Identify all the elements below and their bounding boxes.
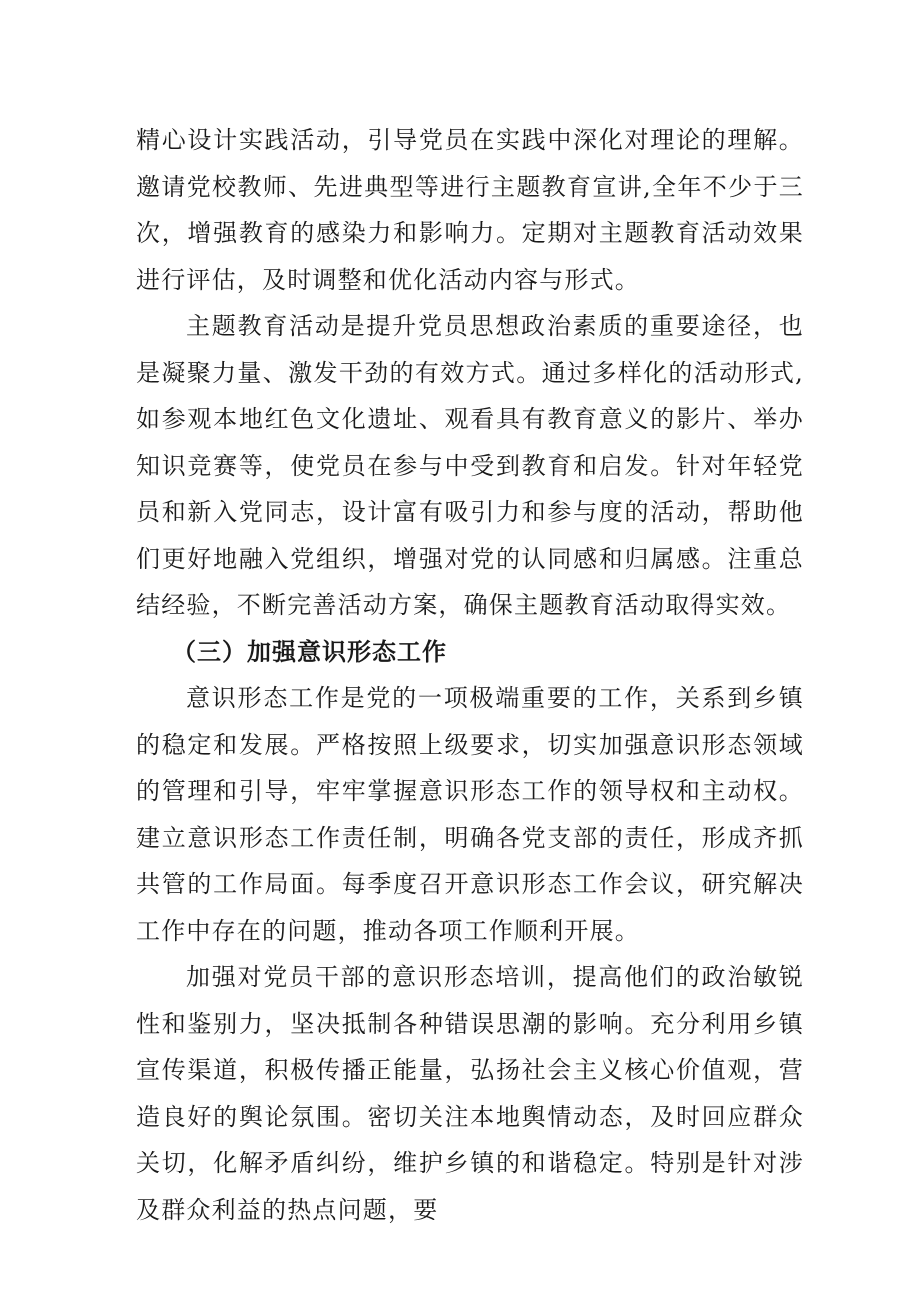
document-body	[136, 117, 804, 1233]
paragraph-theme-education: 主题教育活动是提升党员思想政治素质的重要途径，也是凝聚力量、激发干劲的有效方式。通过多样化的活动形式,如参观本地红色文化遗址、观看具有教育意义的影片、举办知识竞赛等，使党员在参与中受到教育和启发。针对年轻党员和新入党同志，设计富有吸引力和参与度的活动，帮助他们更好地融入党组织，增强对党的认同感和归属感。注重总结经验，不断完善活动方案，确保主题教育活动取得实效。	[136, 312, 804, 619]
paragraph-practice-activities: 精心设计实践活动，引导党员在实践中深化对理论的理解。邀请党校教师、先进典型等进行主题教育宣讲,全年不少于三次，增强教育的感染力和影响力。定期对主题教育活动效果进行评估，及时调整和优化活动内容与形式。	[136, 126, 804, 294]
section-heading: （三）加强意识形态工作	[172, 637, 447, 666]
paragraph-ideology-work: 意识形态工作是党的一项极端重要的工作，关系到乡镇的稳定和发展。严格按照上级要求，切实加强意识形态领域的管理和引导，牢牢掌握意识形态工作的领导权和主动权。建立意识形态工作责任制，明确各党支部的责任，形成齐抓共管的工作局面。每季度召开意识形态工作会议，研究解决工作中存在的问题，推动各项工作顺利开展。	[136, 684, 804, 945]
paragraph-ideology-training: 加强对党员干部的意识形态培训，提高他们的政治敏锐性和鉴别力，坚决抵制各种错误思潮的影响。充分利用乡镇宣传渠道，积极传播正能量，弘扬社会主义核心价值观，营造良好的舆论氛围。密切关注本地舆情动态，及时回应群众关切，化解矛盾纠纷，维护乡镇的和谐稳定。特别是针对涉及群众利益的热点问题，要	[136, 963, 804, 1224]
